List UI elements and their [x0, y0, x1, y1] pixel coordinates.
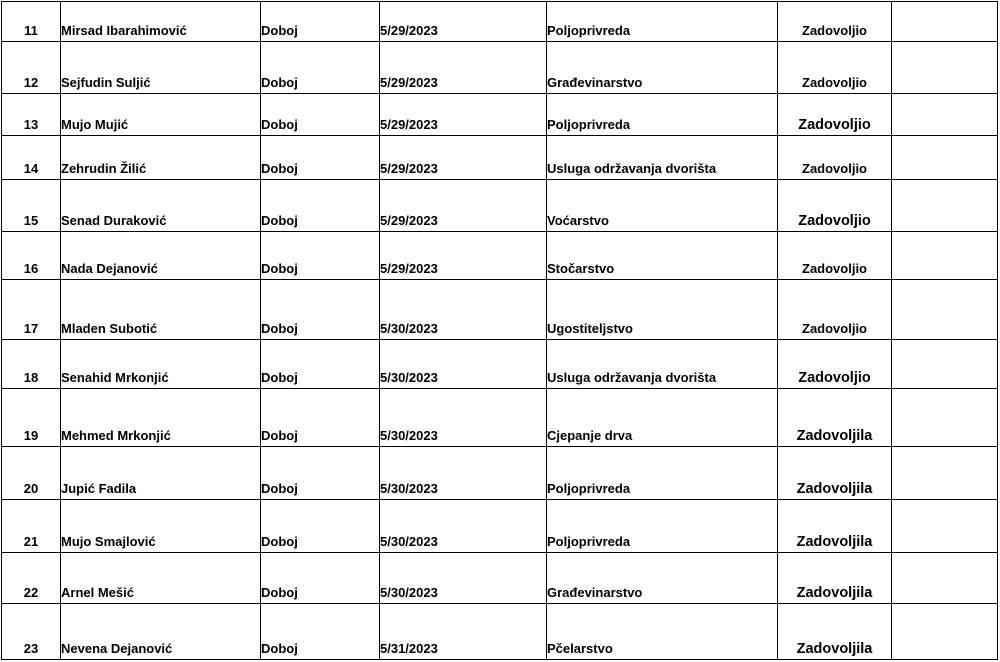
status-cell: Zadovoljila [778, 447, 892, 500]
person-name-cell: Mujo Mujić [61, 94, 261, 136]
date-cell: 5/30/2023 [380, 553, 547, 604]
date-cell: 5/30/2023 [380, 500, 547, 553]
empty-cell-cell [892, 553, 998, 604]
table-row [2, 500, 998, 553]
date-cell: 5/29/2023 [380, 136, 547, 180]
empty-cell-cell [892, 500, 998, 553]
activity-cell: Poljoprivreda [547, 447, 778, 500]
row-number-cell: 14 [2, 136, 61, 180]
table-row [2, 340, 998, 389]
date-cell: 5/30/2023 [380, 340, 547, 389]
status-cell: Zadovoljio [778, 94, 892, 136]
row-number-cell: 15 [2, 180, 61, 232]
table-row [2, 94, 998, 136]
table-row [2, 553, 998, 604]
person-name-cell: Jupić Fadila [61, 447, 261, 500]
table-row [2, 447, 998, 500]
status-cell: Zadovoljio [778, 280, 892, 340]
date-cell: 5/29/2023 [380, 2, 547, 42]
activity-cell: Cjepanje drva [547, 389, 778, 447]
date-cell: 5/30/2023 [380, 280, 547, 340]
status-cell: Zadovoljila [778, 604, 892, 660]
status-cell: Zadovoljio [778, 2, 892, 42]
status-cell: Zadovoljio [778, 232, 892, 280]
date-cell: 5/29/2023 [380, 94, 547, 136]
city-cell: Doboj [261, 94, 380, 136]
table-body [2, 2, 998, 660]
row-number-cell: 19 [2, 389, 61, 447]
person-name-cell: Mehmed Mrkonjić [61, 389, 261, 447]
row-number-cell: 11 [2, 2, 61, 42]
row-number-cell: 13 [2, 94, 61, 136]
empty-cell-cell [892, 340, 998, 389]
activity-cell: Poljoprivreda [547, 94, 778, 136]
row-number-cell: 16 [2, 232, 61, 280]
person-name-cell: Nada Dejanović [61, 232, 261, 280]
city-cell: Doboj [261, 42, 380, 94]
city-cell: Doboj [261, 2, 380, 42]
table-row [2, 42, 998, 94]
date-cell: 5/31/2023 [380, 604, 547, 660]
person-name-cell: Mladen Subotić [61, 280, 261, 340]
city-cell: Doboj [261, 232, 380, 280]
table-row [2, 136, 998, 180]
status-cell: Zadovoljio [778, 180, 892, 232]
activity-cell: Pčelarstvo [547, 604, 778, 660]
date-cell: 5/30/2023 [380, 447, 547, 500]
person-name-cell: Mirsad Ibarahimović [61, 2, 261, 42]
status-cell: Zadovoljila [778, 553, 892, 604]
city-cell: Doboj [261, 180, 380, 232]
activity-cell: Građevinarstvo [547, 553, 778, 604]
empty-cell-cell [892, 447, 998, 500]
row-number-cell: 12 [2, 42, 61, 94]
table-row [2, 232, 998, 280]
city-cell: Doboj [261, 553, 380, 604]
empty-cell-cell [892, 42, 998, 94]
person-name-cell: Senad Duraković [61, 180, 261, 232]
empty-cell-cell [892, 389, 998, 447]
empty-cell-cell [892, 180, 998, 232]
city-cell: Doboj [261, 447, 380, 500]
city-cell: Doboj [261, 280, 380, 340]
city-cell: Doboj [261, 389, 380, 447]
person-name-cell: Mujo Smajlović [61, 500, 261, 553]
date-cell: 5/29/2023 [380, 232, 547, 280]
city-cell: Doboj [261, 500, 380, 553]
table-row [2, 180, 998, 232]
date-cell: 5/30/2023 [380, 389, 547, 447]
table-row [2, 2, 998, 42]
table-row [2, 604, 998, 660]
activity-cell: Građevinarstvo [547, 42, 778, 94]
table-row [2, 389, 998, 447]
date-cell: 5/29/2023 [380, 42, 547, 94]
empty-cell-cell [892, 280, 998, 340]
city-cell: Doboj [261, 136, 380, 180]
activity-cell: Poljoprivreda [547, 2, 778, 42]
status-cell: Zadovoljio [778, 42, 892, 94]
data-table [1, 1, 998, 660]
row-number-cell: 17 [2, 280, 61, 340]
activity-cell: Stočarstvo [547, 232, 778, 280]
row-number-cell: 20 [2, 447, 61, 500]
row-number-cell: 23 [2, 604, 61, 660]
table-row [2, 280, 998, 340]
activity-cell: Voćarstvo [547, 180, 778, 232]
empty-cell-cell [892, 232, 998, 280]
person-name-cell: Senahid Mrkonjić [61, 340, 261, 389]
city-cell: Doboj [261, 604, 380, 660]
person-name-cell: Zehrudin Žilić [61, 136, 261, 180]
activity-cell: Usluga održavanja dvorišta [547, 340, 778, 389]
city-cell: Doboj [261, 340, 380, 389]
person-name-cell: Nevena Dejanović [61, 604, 261, 660]
empty-cell-cell [892, 604, 998, 660]
status-cell: Zadovoljio [778, 136, 892, 180]
row-number-cell: 18 [2, 340, 61, 389]
row-number-cell: 22 [2, 553, 61, 604]
activity-cell: Poljoprivreda [547, 500, 778, 553]
activity-cell: Ugostiteljstvo [547, 280, 778, 340]
empty-cell-cell [892, 94, 998, 136]
empty-cell-cell [892, 136, 998, 180]
status-cell: Zadovoljila [778, 389, 892, 447]
status-cell: Zadovoljila [778, 500, 892, 553]
row-number-cell: 21 [2, 500, 61, 553]
date-cell: 5/29/2023 [380, 180, 547, 232]
person-name-cell: Sejfudin Suljić [61, 42, 261, 94]
empty-cell-cell [892, 2, 998, 42]
activity-cell: Usluga održavanja dvorišta [547, 136, 778, 180]
person-name-cell: Arnel Mešić [61, 553, 261, 604]
status-cell: Zadovoljio [778, 340, 892, 389]
